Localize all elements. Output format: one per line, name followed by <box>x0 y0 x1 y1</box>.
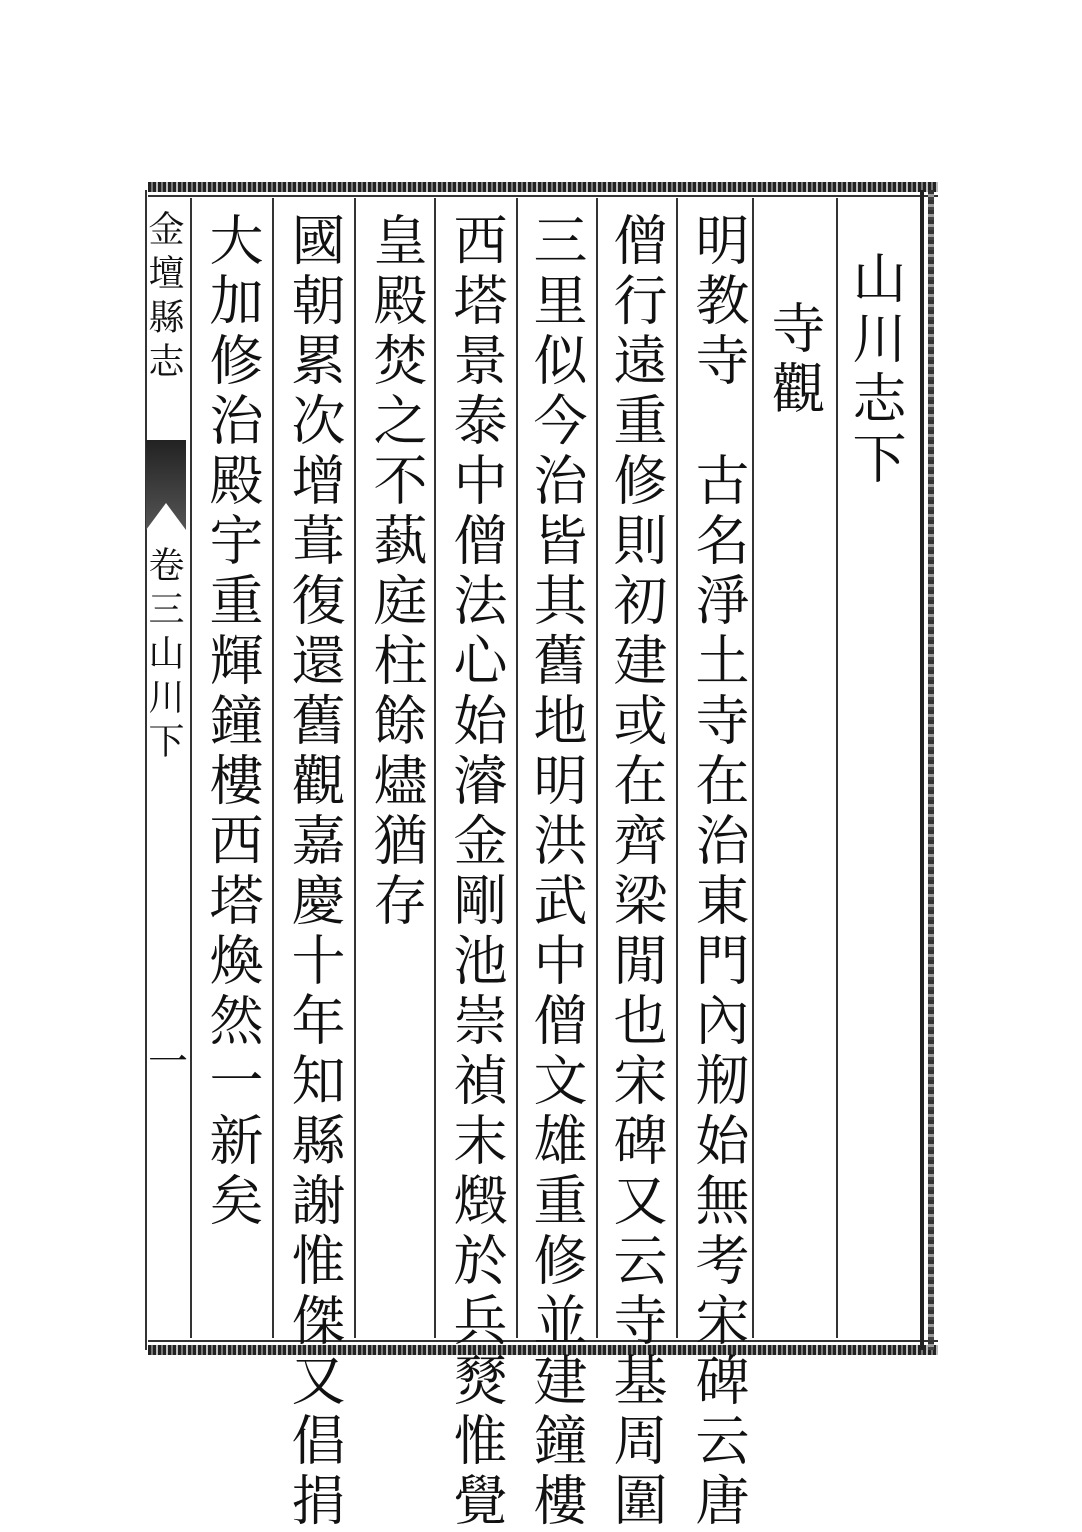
column-rule <box>272 198 274 1338</box>
text-column-5: 皇殿焚之不蓺庭柱餘燼猶存 <box>365 212 428 932</box>
subsection-title: 寺觀 <box>763 300 826 420</box>
edge-section: 山川下 <box>143 634 184 766</box>
column-rule <box>516 198 518 1338</box>
column-rule <box>836 198 838 1338</box>
edge-volume: 卷三 <box>143 546 184 634</box>
column-rule <box>752 198 754 1338</box>
text-column-2: 僧行遠重修則初建或在齊梁閒也宋碑又云寺基周圍 <box>605 212 668 1532</box>
column-rule <box>676 198 678 1338</box>
column-rule <box>190 198 192 1338</box>
text-column-3: 三里似今治皆其舊地明洪武中僧文雄重修並建鐘樓 <box>525 212 588 1532</box>
page-number: 一 <box>148 1039 188 1085</box>
right-border <box>920 190 924 1350</box>
section-title: 山川志下 <box>844 250 907 490</box>
text-column-1: 明教寺 古名淨土寺在治東門內剏始無考宋碑云唐 <box>687 212 750 1532</box>
edge-book-title: 金壇縣志 <box>143 210 184 386</box>
text-column-4: 西塔景泰中僧法心始濬金剛池崇禎末燬於兵燹惟覺 <box>445 212 508 1532</box>
text-column-6: 國朝累次增葺復還舊觀嘉慶十年知縣謝惟傑又倡捐 <box>283 212 346 1532</box>
column-rule <box>434 198 436 1338</box>
column-rule <box>354 198 356 1338</box>
text-column-7: 大加修治殿宇重輝鐘樓西塔煥然一新矣 <box>201 212 264 1232</box>
top-border-inner <box>148 195 938 197</box>
top-border <box>148 182 938 192</box>
column-rule <box>596 198 598 1338</box>
right-border-outer <box>928 190 934 1350</box>
